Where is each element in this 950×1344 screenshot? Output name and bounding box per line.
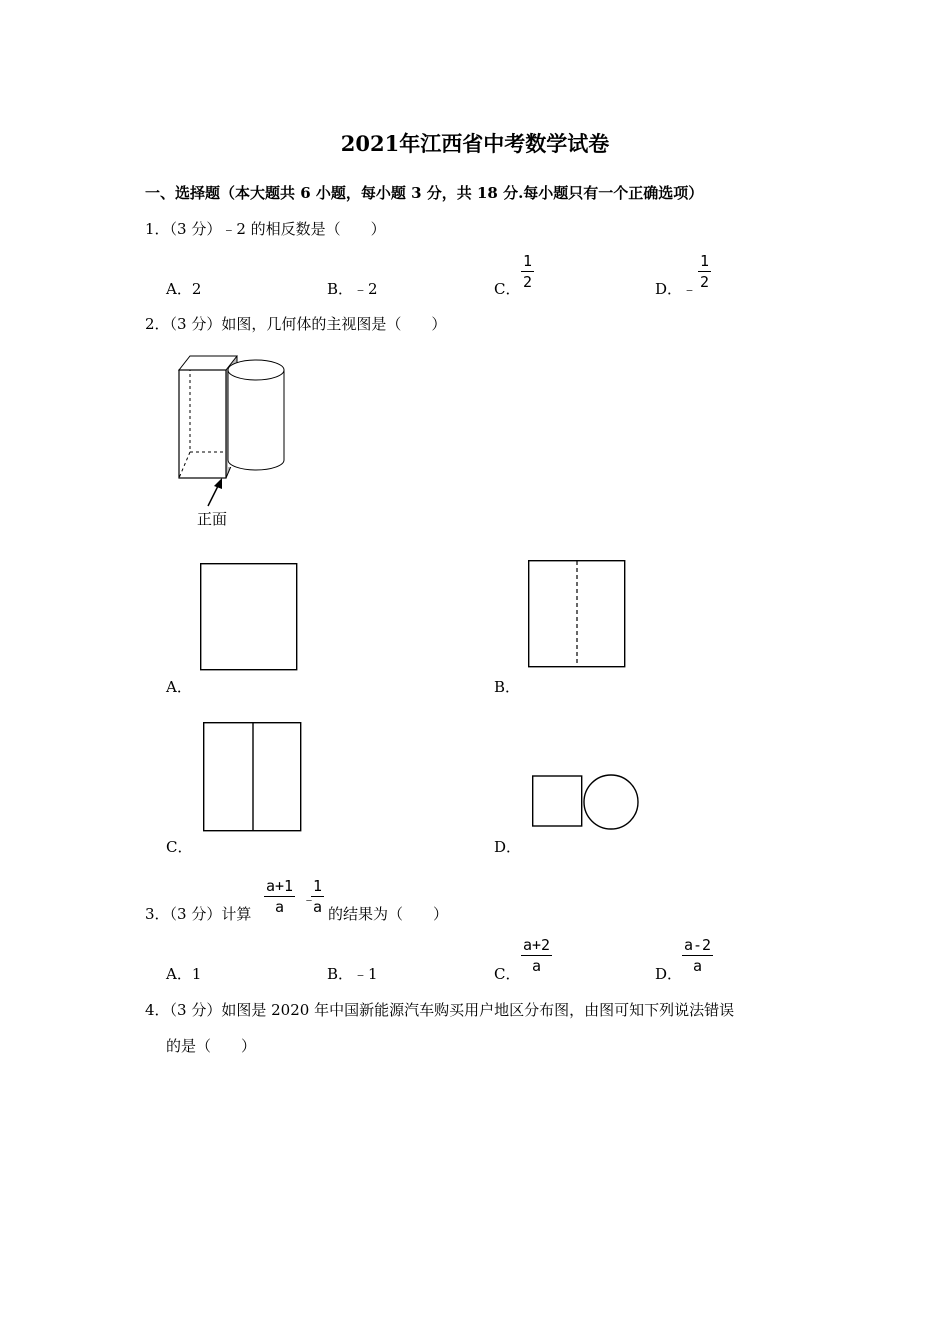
cylinder-body	[228, 370, 284, 467]
fraction-numerator: 1	[523, 252, 533, 270]
geometry-solid-figure	[170, 348, 300, 528]
box-hidden-edge	[179, 452, 190, 478]
question-4-line-1: 4．（3 分）如图是 2020 年中国新能源汽车购买用户地区分布图，由图可知下列说法错误	[145, 1001, 735, 1019]
circle-shape	[584, 775, 638, 829]
fraction-numerator: a-2	[684, 936, 712, 954]
arrow-head-icon	[214, 478, 222, 489]
q1-option-d-fraction	[698, 252, 711, 291]
q3-fraction-1	[264, 877, 295, 916]
q2-option-d[interactable]: D．	[494, 838, 522, 856]
cylinder-top	[228, 360, 284, 380]
fraction-denominator: 2	[523, 273, 533, 291]
q3-option-b[interactable]: B．﹣1	[327, 965, 378, 983]
q2-option-d-figure	[532, 773, 642, 833]
fraction-denominator: a	[275, 898, 285, 916]
question-1-stem: 1．（3 分）﹣2 的相反数是（ ）	[145, 220, 386, 238]
fraction-numerator: 1	[313, 877, 323, 895]
q2-option-c-figure	[203, 722, 302, 832]
question-4-line-2: 的是（ ）	[166, 1037, 257, 1055]
q2-option-b-figure	[528, 560, 626, 668]
minus-sign: ﹣	[302, 892, 316, 908]
fraction-numerator: 1	[700, 252, 710, 270]
q1-option-d-label[interactable]: D．﹣	[655, 280, 698, 298]
q3-option-c-fraction	[521, 936, 552, 975]
section-header: 一、选择题（本大题共 6 小题，每小题 3 分，共 18 分.每小题只有一个正确选项）	[145, 184, 704, 202]
page-title: 2021年江西省中考数学试卷	[340, 131, 610, 156]
front-view-label: 正面	[197, 510, 228, 528]
q2-option-a-figure	[200, 563, 298, 671]
fraction-denominator: a	[532, 957, 542, 975]
q3-fraction-2	[311, 877, 324, 916]
box-front-face	[179, 370, 226, 478]
q1-option-b[interactable]: B．﹣2	[327, 280, 378, 298]
rectangle-shape	[204, 723, 301, 831]
fraction-denominator: 2	[700, 273, 710, 291]
question-3-stem-suffix: 的结果为（ ）	[328, 905, 449, 923]
q1-option-a[interactable]: A．2	[166, 280, 202, 298]
question-2-stem: 2．（3 分）如图，几何体的主视图是（ ）	[145, 315, 447, 333]
fraction-denominator: a	[693, 957, 703, 975]
q3-option-d-fraction	[682, 936, 713, 975]
fraction-numerator: a+1	[266, 877, 294, 895]
q2-option-a[interactable]: A．	[166, 678, 192, 696]
q2-option-c[interactable]: C．	[166, 838, 193, 856]
q3-option-c-label[interactable]: C．	[494, 965, 521, 983]
q1-option-c-fraction	[521, 252, 534, 291]
q3-option-a[interactable]: A．1	[166, 965, 202, 983]
q3-option-d-label[interactable]: D．	[655, 965, 683, 983]
q2-option-b[interactable]: B．	[494, 678, 521, 696]
fraction-denominator: a	[313, 898, 323, 916]
q1-option-c-label[interactable]: C．	[494, 280, 521, 298]
square-shape	[201, 564, 297, 670]
fraction-numerator: a+2	[523, 936, 551, 954]
square-shape	[533, 776, 582, 826]
question-3-stem-prefix: 3．（3 分）计算	[145, 905, 252, 923]
